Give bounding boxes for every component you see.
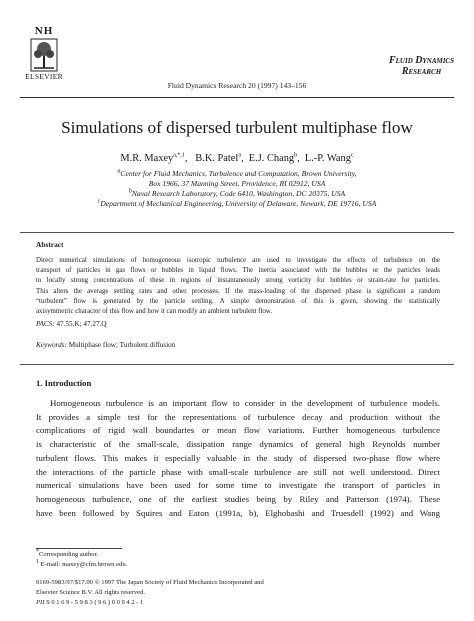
body-line: complications of rigid wall boundaries or mean flow variations. Further homogeneous turbulence [36, 425, 440, 436]
author-list: M.R. Maxey$^{a,*,1}$, B.K. Patel$^a$, E.J. Chang$^b$, L.-P. Wang$^c$ [120, 152, 354, 164]
header-divider [20, 97, 454, 98]
journal-brand-line1: Fluid Dynamics [388, 55, 454, 66]
abstract-line: to locally strong concentrations of these in regions of instantaneously strong vorticity for bubbles or strain-rate for particles. [36, 277, 440, 285]
abstract-line: Direct numerical simulations of homogeneous isotropic turbulence are used to investigate the effects of turbulence on the [36, 257, 440, 264]
author-name: E.J. Chang [248, 153, 295, 164]
pacs-value: 47.55.K; 47.27.Q [56, 320, 107, 328]
keywords-label: Keywords: [36, 341, 67, 349]
keywords-value: Multiphase flow; Turbulent diffusion [68, 341, 176, 349]
affiliation-text: Naval Research Laboratory, Code 6410, Washington, DC 20375, USA [131, 189, 346, 198]
pacs-label: PACS: [36, 320, 55, 328]
publisher-name: ELSEVIER [25, 72, 63, 81]
abstract-heading: Abstract [36, 240, 64, 249]
pacs-line [36, 320, 107, 328]
rights-line: Elsevier Science B.V. All rights reserved. [36, 589, 146, 596]
footnote-divider [36, 548, 122, 549]
body-line: is characteristic of the small-scale, dissipation range dynamics of general high Reynolds number [36, 439, 440, 450]
abstract-line: This alters the average settling rates and other processes. If the mass-loading of the dispersed phase is significant a random [36, 287, 440, 295]
journal-citation: Fluid Dynamics Research 20 (1997) 143–156 [167, 81, 307, 90]
introduction-body [36, 397, 440, 520]
affiliation-c [0, 199, 474, 209]
author-name: B.K. Patel [195, 153, 239, 164]
affiliation-mark: c [97, 198, 101, 205]
affiliation-b [0, 189, 474, 199]
body-line: the interactions of the particle phase with small-scale turbulence are still not well understood. Direct [36, 466, 440, 477]
abstract-body [36, 256, 440, 317]
affiliation-a [0, 169, 474, 179]
journal-brand-line2: Research [401, 66, 442, 77]
author-marks: a [238, 152, 241, 159]
pii-code: S0169-5983(96)00042-1 [46, 599, 145, 606]
body-line: have been followed by Squires and Eaton (1991a, b), Elghobashi and Truesdell (1992) and Wang [36, 507, 440, 518]
journal-brand [389, 55, 454, 77]
author-marks: b [294, 152, 298, 159]
publisher-logo [22, 26, 66, 88]
pii-line [36, 598, 145, 607]
footnote-corresponding-author [36, 550, 98, 559]
abstract-line: “turbulent” flow is generated by the particle settling. A simple demonstration of this is given, showing the statistically [36, 297, 440, 305]
footnote-mark: 1 [36, 558, 39, 565]
affiliation-text: Department of Mechanical Engineering, University of Delaware, Newark, DE 19716, USA [100, 199, 377, 208]
pii-label: PII [36, 599, 45, 606]
title-divider [20, 232, 454, 233]
author-marks: a,*,1 [173, 152, 185, 159]
abstract-divider [20, 364, 454, 365]
author-marks: c [350, 152, 354, 159]
footnote-text: Corresponding author. [39, 551, 98, 558]
affiliation-mark: a [117, 168, 121, 175]
body-line: It provides a simple test for the representations of turbulence decay and production without the [36, 411, 440, 422]
author-name: L.-P. Wang [304, 153, 351, 164]
elsevier-tree-icon [30, 38, 58, 72]
footnote-text: E-mail: maxey@cfm.brown.edu. [40, 561, 128, 568]
section-heading: 1. Introduction [36, 378, 92, 388]
body-line: numerical simulations have been used for some time to investigate the transport of particles in [36, 480, 440, 491]
affiliation-a-line2: Box 1966, 37 Manning Street, Providence, RI 02912, USA [148, 179, 326, 188]
affiliation-mark: b [128, 188, 132, 195]
affiliation-text: Center for Fluid Mechanics, Turbulence and Computation, Brown University, [120, 169, 357, 178]
footnote-email [36, 560, 127, 569]
paper-title: Simulations of dispersed turbulent multiphase flow [61, 118, 413, 137]
abstract-line: transport of particles in gas flows or bubbles in liquid flows. The inertia associated with the bubbles or the particles leads [36, 267, 440, 275]
publisher-mark: NH [34, 25, 54, 37]
author-name: M.R. Maxey [120, 153, 174, 164]
footnote-mark: * [36, 548, 39, 555]
abstract-line: axisymmetric character of this flow and how it can modify an ambient turbulent flow. [36, 308, 273, 316]
body-line: Homogeneous turbulence is an important flow to consider in the development of turbulence models. [50, 398, 440, 408]
copyright-line: 0169-5983/97/$17.00 © 1997 The Japan Society of Fluid Mechanics Incorporated and [36, 579, 264, 586]
body-line: homogeneous turbulence, one of the earliest studies being by Riley and Patterson (1974). These [36, 493, 440, 504]
keywords-line [36, 341, 175, 349]
body-line: turbulent flows. This makes it especially valuable in the study of dispersed two-phase flow where [36, 452, 440, 463]
